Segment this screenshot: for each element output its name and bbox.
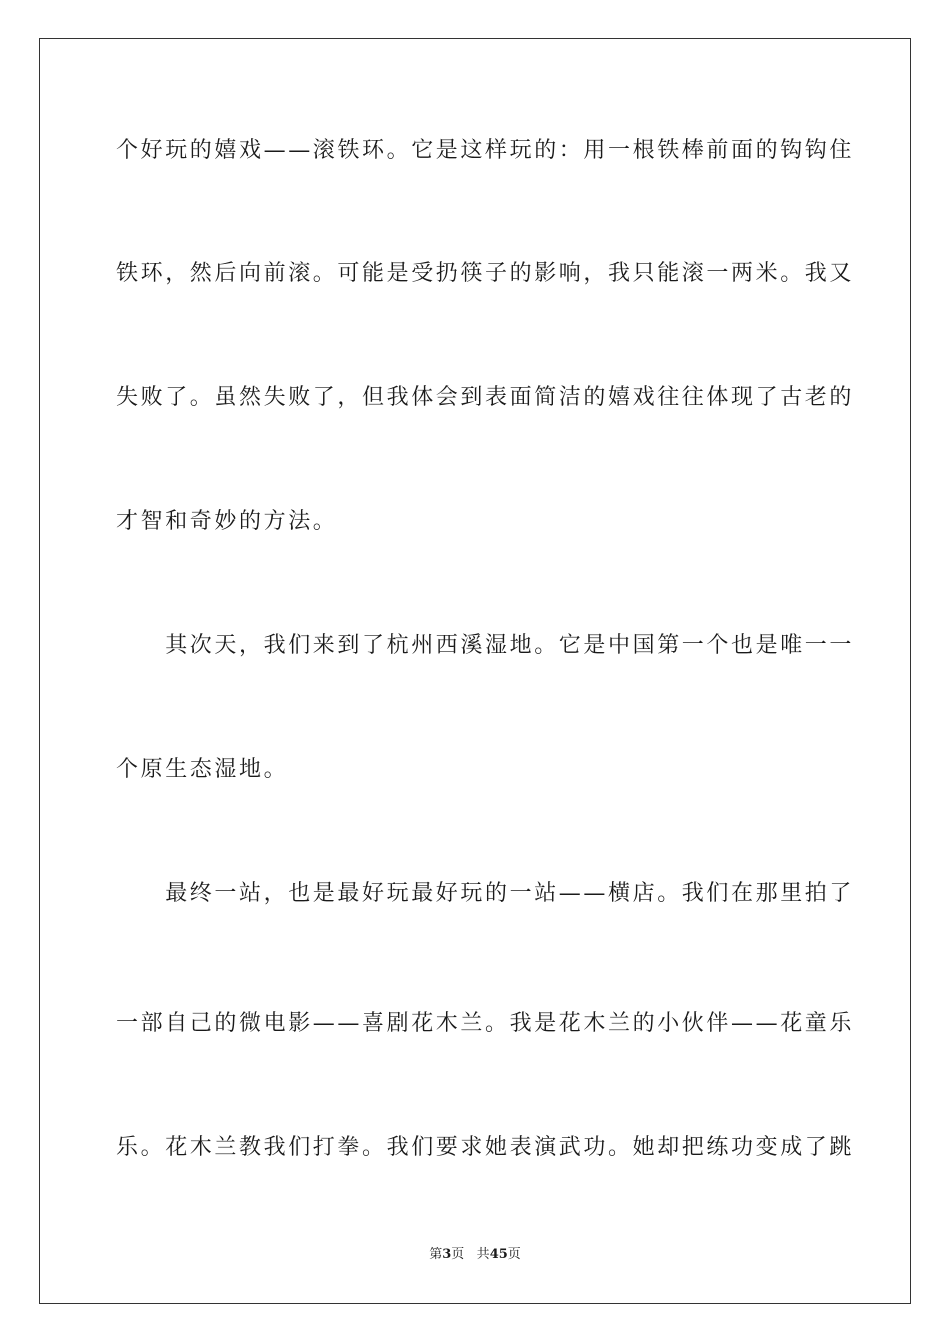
footer-total-suffix: 页	[507, 1247, 521, 1262]
body-text-line-3: 失败了。虽然失败了，但我体会到表面简洁的嬉戏往往体现了古老的	[116, 385, 855, 410]
footer-current-page: 3	[442, 1247, 452, 1262]
body-text-line-1: 个好玩的嬉戏——滚铁环。它是这样玩的：用一根铁棒前面的钩钩住	[116, 138, 855, 163]
body-text-line-2: 铁环，然后向前滚。可能是受扔筷子的影响，我只能滚一两米。我又	[116, 261, 855, 286]
body-text-line-7: 最终一站，也是最好玩最好玩的一站——横店。我们在那里拍了	[116, 881, 855, 906]
body-text-line-8: 一部自己的微电影——喜剧花木兰。我是花木兰的小伙伴——花童乐	[116, 1011, 855, 1036]
footer-page-suffix: 页	[451, 1247, 465, 1262]
body-text-line-4: 才智和奇妙的方法。	[116, 509, 338, 534]
body-text-line-5: 其次天，我们来到了杭州西溪湿地。它是中国第一个也是唯一一	[116, 633, 855, 658]
page-footer	[0, 1246, 950, 1264]
footer-page-prefix: 第	[429, 1247, 443, 1262]
page-border	[39, 38, 911, 1304]
footer-total-pages: 45	[489, 1247, 508, 1262]
footer-total-prefix: 共	[476, 1247, 490, 1262]
body-text-line-9: 乐。花木兰教我们打拳。我们要求她表演武功。她却把练功变成了跳	[116, 1135, 855, 1160]
body-text-line-6: 个原生态湿地。	[116, 757, 289, 782]
